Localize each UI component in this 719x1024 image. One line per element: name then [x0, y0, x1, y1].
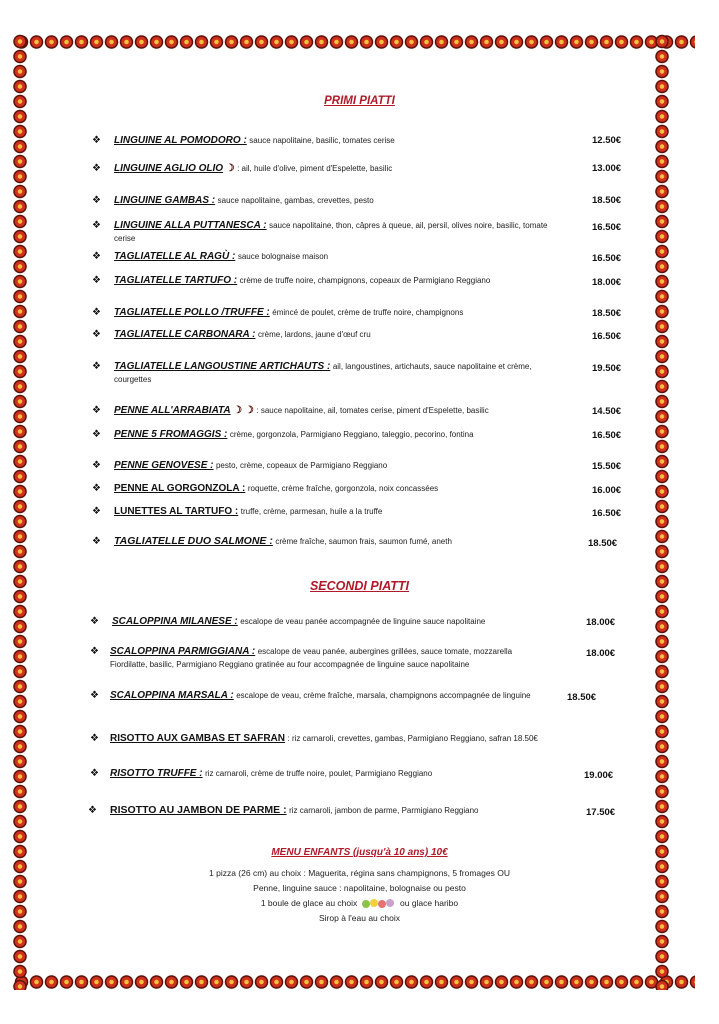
- bullet-icon: ❖: [92, 163, 101, 174]
- kids-menu-line: Penne, linguine sauce : napolitaine, bolognaise ou pesto: [253, 883, 466, 893]
- kids-menu-title: MENU ENFANTS (jusqu'à 10 ans) 10€: [271, 847, 448, 858]
- primi-piatti-title: PRIMI PIATTI: [324, 95, 395, 107]
- kids-menu-line: 1 pizza (26 cm) au choix : Maguerita, régina sans champignons, 5 fromages OU: [209, 868, 510, 878]
- bullet-icon: ❖: [90, 690, 99, 701]
- bullet-icon: ❖: [90, 733, 99, 744]
- bullet-icon: ❖: [90, 768, 99, 779]
- bullet-icon: ❖: [90, 616, 99, 627]
- bullet-icon: ❖: [92, 361, 101, 372]
- bullet-icon: ❖: [92, 195, 101, 206]
- kids-menu-line: Sirop à l'eau au choix: [318, 913, 400, 923]
- bullet-icon: ❖: [92, 460, 101, 471]
- chili-icon: ☽ ☽: [233, 405, 254, 416]
- kids-menu: [0, 845, 719, 926]
- bullet-icon: ❖: [92, 329, 101, 340]
- bullet-icon: ❖: [92, 275, 101, 286]
- bullet-icon: ❖: [92, 135, 101, 146]
- bullet-icon: ❖: [90, 646, 99, 657]
- bullet-icon: ❖: [92, 536, 101, 547]
- bullet-icon: ❖: [92, 251, 101, 262]
- bullet-icon: ❖: [92, 506, 101, 517]
- ice-cream-icon: [360, 898, 398, 910]
- bullet-icon: ❖: [92, 429, 101, 440]
- bullet-icon: ❖: [92, 405, 101, 416]
- decorative-border-bottom: [14, 974, 695, 990]
- bullet-icon: ❖: [92, 483, 101, 494]
- secondi-piatti-title: SECONDI PIATTI: [309, 579, 410, 593]
- bullet-icon: ❖: [88, 805, 97, 816]
- kids-menu-line: 1 boule de glace au choix ou glace haribo: [260, 898, 459, 908]
- decorative-border-top: [14, 34, 695, 50]
- chili-icon: ☽: [225, 163, 235, 174]
- bullet-icon: ❖: [92, 307, 101, 318]
- bullet-icon: ❖: [92, 220, 101, 231]
